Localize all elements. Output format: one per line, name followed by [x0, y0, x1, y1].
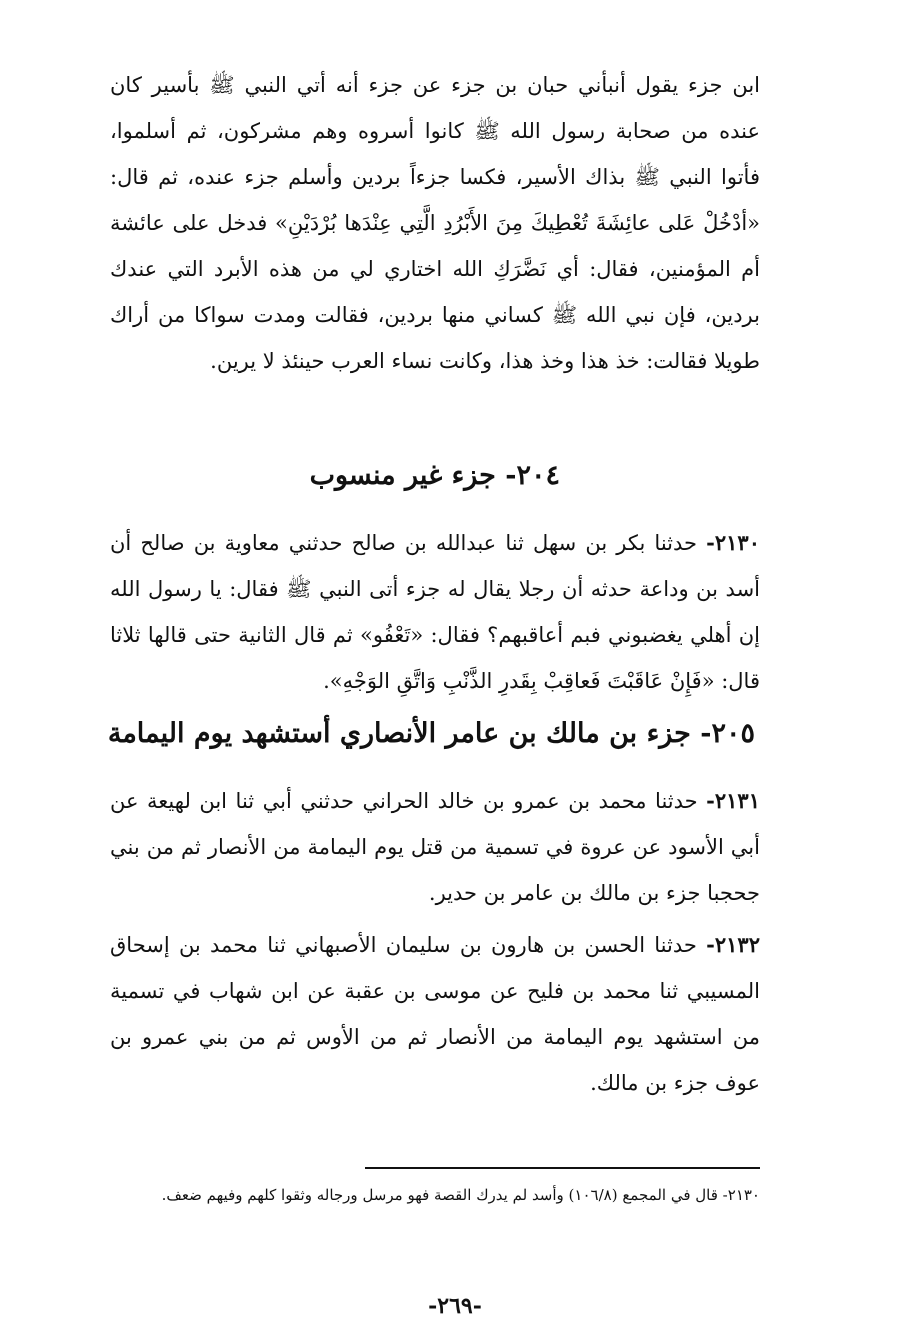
hadith-text: حدثنا محمد بن عمرو بن خالد الحراني حدثني أبي ثنا ابن لهيعة عن أبي الأسود عن عروة في تسمية من قتل يوم اليمامة من الأنصار ثم من بني جحجبا جزء بن مالك بن عامر بن حدير. — [110, 789, 760, 905]
hadith-2132 — [110, 922, 760, 1106]
hadith-2131 — [110, 778, 760, 916]
footnote-text: ٢١٣٠- قال في المجمع (١٠٦/٨) وأسد لم يدرك القصة فهو مرسل ورجاله وثقوا كلهم وفيهم ضعف. — [161, 1186, 760, 1204]
hadith-number: ٢١٣١- — [706, 788, 760, 813]
section-heading-204: ٢٠٤- جزء غير منسوب — [309, 460, 560, 491]
hadith-text: حدثنا الحسن بن هارون بن سليمان الأصبهاني ثنا محمد بن إسحاق المسيبي ثنا محمد بن فليح عن موسى بن عقبة عن ابن شهاب في تسمية من استشهد يوم اليمامة من الأنصار ثم من الأوس ثم من بني عمرو بن عوف جزء بن مالك. — [110, 933, 760, 1095]
intro-paragraph — [110, 62, 760, 384]
page-number: -٢٦٩- — [428, 1293, 482, 1319]
footnote-divider — [365, 1167, 760, 1169]
hadith-text: حدثنا بكر بن سهل ثنا عبدالله بن صالح حدثني معاوية بن صالح أن أسد بن وداعة حدثه أن رجلا يقال له جزء أتى النبي ﷺ فقال: يا رسول الله إن أهلي يغضبوني فبم أعاقبهم؟ فقال: «تَعْفُو» ثم قال الثانية حتى قالها ثلاثا قال: «فَإِنْ عَاقَبْتَ فَعاقِبْ بِقَدرِ الذَّنْبِ وَاتَّقِ الوَجْهِ». — [110, 531, 760, 693]
hadith-number: ٢١٣٢- — [706, 932, 760, 957]
intro-text: ابن جزء يقول أنبأني حبان بن جزء عن جزء أنه أتي النبي ﷺ بأسير كان عنده من صحابة رسول الله ﷺ كانوا أسروه وهم مشركون، ثم أسلموا، فأتوا النبي ﷺ بذاك الأسير، فكسا جزءاً بردين وأسلم جزء عنده، ثم قال: «أدْخُلْ عَلى عائِشَةَ تُعْطِيكَ مِنَ الأَبْرُدِ الَّتِي عِنْدَها بُرْدَيْنِ» فدخل على عائشة أم المؤمنين، فقال: أي نَضَّرَكِ الله اختاري لي من هذه الأبرد التي عندك بردين، فإن نبي الله ﷺ كساني منها بردين، فقالت ومدت سواكا من أراك طويلا فقالت: خذ هذا وخذ هذا، وكانت نساء العرب حينئذ لا يرين. — [110, 73, 760, 373]
section-heading-205: ٢٠٥- جزء بن مالك بن عامر الأنصاري أستشهد يوم اليمامة — [107, 718, 755, 749]
hadith-2130 — [110, 520, 760, 704]
footnote — [120, 1183, 760, 1207]
hadith-number: ٢١٣٠- — [706, 530, 760, 555]
